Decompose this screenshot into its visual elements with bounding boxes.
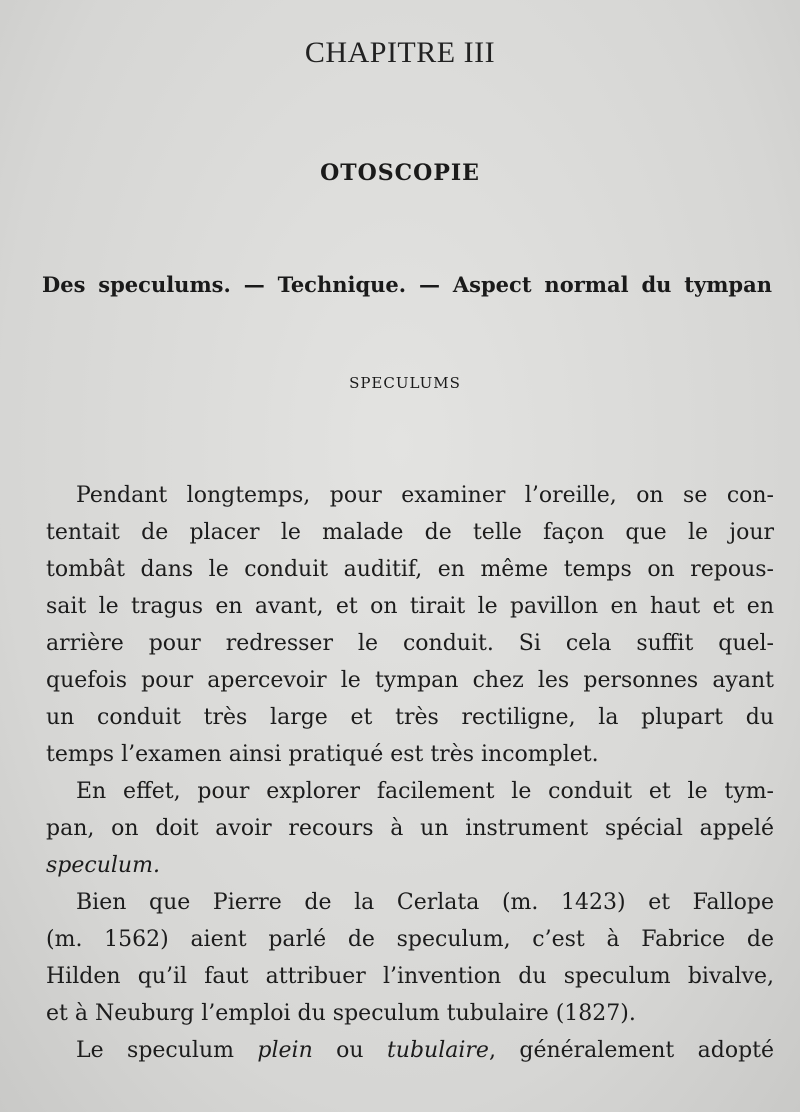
italic-term: speculum. <box>46 853 160 878</box>
chapter-subtitle: Des speculums. — Technique. — Aspect normal du tympan <box>42 272 772 297</box>
text-line <box>46 1032 774 1069</box>
text-fragment: , généralement adopté <box>488 1038 774 1063</box>
text-line: (m. 1562) aient parlé de speculum, c’est à Fabrice de <box>46 927 774 952</box>
text-line: sait le tragus en avant, et on tirait le pavillon en haut et en <box>46 594 774 619</box>
text-line: tombât dans le conduit auditif, en même temps on repous- <box>46 557 774 582</box>
text-line: et à Neuburg l’emploi du speculum tubulaire (1827). <box>46 1001 636 1026</box>
text-line: temps l’examen ainsi pratiqué est très incomplet. <box>46 742 599 767</box>
text-line: tentait de placer le malade de telle façon que le jour <box>46 520 774 545</box>
text-fragment: ou <box>336 1038 364 1063</box>
body-text <box>46 477 774 1069</box>
text-line: quefois pour apercevoir le tympan chez les personnes ayant <box>46 668 774 693</box>
text-line: En effet, pour explorer facilement le conduit et le tym- <box>76 779 774 804</box>
text-line: arrière pour redresser le conduit. Si cela suffit quel- <box>46 631 774 656</box>
italic-term: plein <box>257 1038 313 1063</box>
text-line <box>46 847 774 884</box>
text-line: pan, on doit avoir recours à un instrument spécial appelé <box>46 816 774 841</box>
text-line: un conduit très large et très rectiligne, la plupart du <box>46 705 774 730</box>
text-line: Hilden qu’il faut attribuer l’invention du speculum bivalve, <box>46 964 774 989</box>
subsection-heading: SPECULUMS <box>349 374 461 392</box>
text-fragment: Le speculum <box>76 1038 234 1063</box>
section-title: OTOSCOPIE <box>320 160 480 186</box>
text-line: Pendant longtemps, pour examiner l’oreille, on se con- <box>76 483 774 508</box>
chapter-heading: CHAPITRE III <box>304 36 496 69</box>
text-line: Bien que Pierre de la Cerlata (m. 1423) et Fallope <box>76 890 774 915</box>
italic-term: tubulaire <box>386 1038 489 1063</box>
